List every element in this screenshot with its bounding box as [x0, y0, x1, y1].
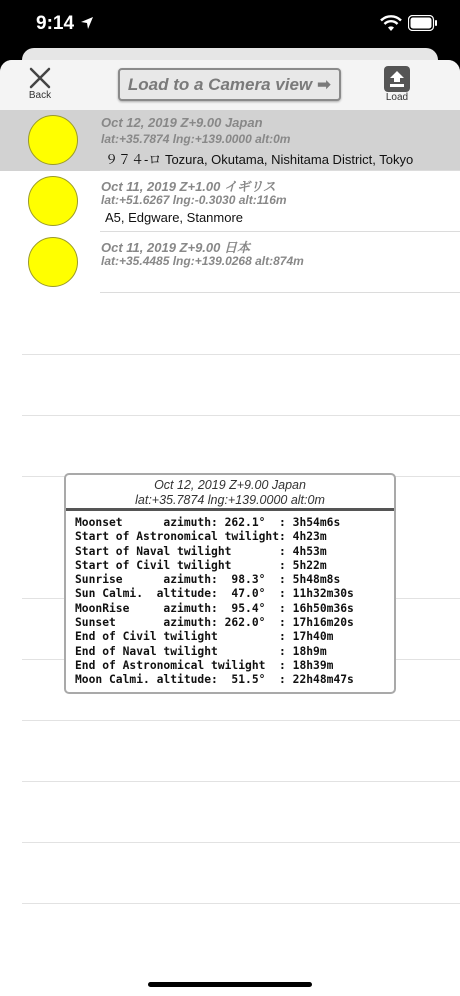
modal-sheet — [0, 60, 460, 996]
popup-date: Oct 12, 2019 Z+9.00 Japan — [154, 478, 306, 492]
sun-icon — [28, 176, 78, 226]
time-line: Moonset azimuth: 262.1° : 3h54m6s — [75, 516, 341, 529]
item-date: Oct 11, 2019 Z+1.00 イギリス — [101, 179, 276, 194]
home-indicator — [148, 982, 312, 987]
time-line: Sunset azimuth: 262.0° : 17h16m20s — [75, 616, 354, 630]
status-time: 9:14 — [36, 13, 75, 34]
item-coords: lat:+35.7874 lng:+139.0000 alt:0m — [101, 132, 291, 146]
empty-row-separator — [22, 842, 460, 843]
list-item[interactable] — [0, 232, 460, 293]
location-list — [0, 110, 460, 293]
item-address: ９７４-ロ Tozura, Okutama, Nishitama District, Tokyo — [105, 152, 414, 167]
empty-row-separator — [22, 903, 460, 904]
time-line: Moon Calmi. altitude: 51.5° : 22h48m47s — [75, 673, 354, 687]
wifi-icon — [380, 15, 402, 32]
battery-icon — [408, 15, 438, 31]
time-line: End of Astronomical twilight : 18h39m — [75, 658, 334, 672]
sun-icon — [28, 115, 78, 165]
item-date: Oct 12, 2019 Z+9.00 Japan — [101, 115, 263, 130]
load-to-camera-view-button[interactable]: Load to a Camera view ➡ — [118, 68, 341, 101]
popup-coords: lat:+35.7874 lng:+139.0000 alt:0m — [135, 493, 325, 507]
load-button[interactable] — [380, 64, 414, 110]
empty-row-separator — [22, 354, 460, 355]
back-label: Back — [28, 90, 52, 101]
time-line: Start of Astronomical twilight: 4h23m — [75, 530, 327, 544]
empty-row-separator — [22, 781, 460, 782]
time-line: End of Naval twilight : 18h9m — [75, 644, 327, 658]
upload-icon — [384, 66, 410, 92]
item-coords: lat:+35.4485 lng:+139.0268 alt:874m — [101, 254, 304, 268]
times-table — [75, 516, 354, 688]
time-line: Sunrise azimuth: 98.3° : 5h48m8s — [75, 573, 341, 587]
sun-moon-times-popup — [64, 473, 396, 694]
item-date: Oct 11, 2019 Z+9.00 日本 — [101, 240, 250, 255]
back-button[interactable] — [22, 64, 58, 110]
item-address: A5, Edgware, Stanmore — [105, 210, 244, 225]
time-line: Sun Calmi. altitude: 47.0° : 11h32m30s — [75, 587, 354, 601]
list-item[interactable] — [0, 171, 460, 232]
time-line: Start of Naval twilight : 4h53m — [75, 544, 327, 558]
load-label: Load — [385, 92, 409, 103]
time-line: End of Civil twilight : 17h40m — [75, 630, 334, 644]
location-arrow-icon — [80, 16, 94, 30]
status-bar — [0, 0, 460, 48]
popup-header — [66, 475, 394, 511]
close-icon — [28, 66, 52, 90]
time-line: MoonRise azimuth: 95.4° : 16h50m36s — [75, 601, 354, 615]
item-coords: lat:+51.6267 lng:-0.3030 alt:116m — [101, 193, 287, 207]
toolbar — [0, 60, 460, 110]
empty-row-separator — [22, 720, 460, 721]
list-item[interactable] — [0, 110, 460, 171]
sun-icon — [28, 237, 78, 287]
empty-row-separator — [22, 415, 460, 416]
time-line: Start of Civil twilight : 5h22m — [75, 558, 327, 572]
